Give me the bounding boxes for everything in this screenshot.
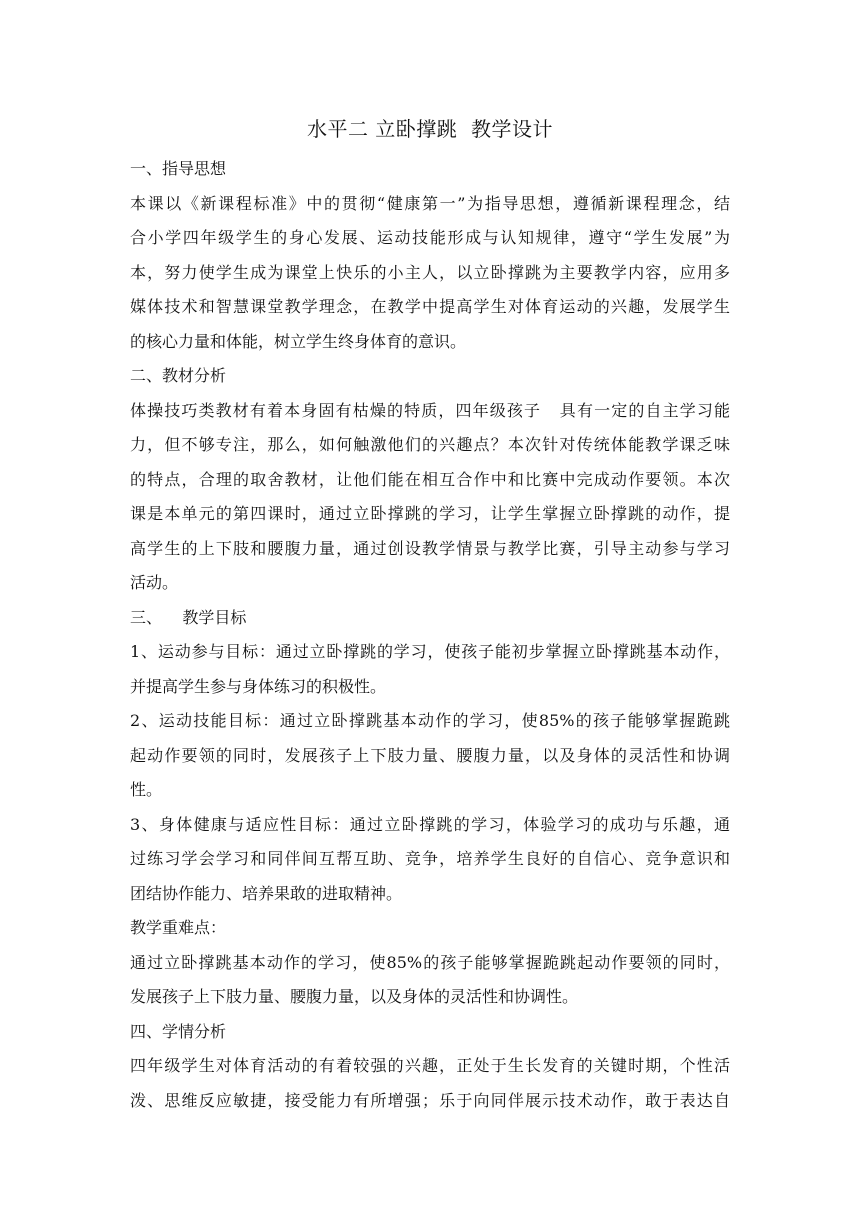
text-line: 本，努力使学生成为课堂上快乐的小主人，以立卧撑跳为主要教学内容，应用多 <box>130 262 730 282</box>
text-line: 并提高学生参与身体练习的积极性。 <box>130 676 387 696</box>
text-line: 2、运动技能目标：通过立卧撑跳基本动作的学习，使85%的孩子能够掌握跪跳 <box>130 711 730 730</box>
text-line: 四年级学生对体育活动的有着较强的兴趣，正处于生长发育的关键时期，个性活 <box>130 1056 730 1075</box>
text-line: 力，但不够专注，那么，如何触激他们的兴趣点？本次针对传统体能教学课乏味 <box>130 435 730 454</box>
document-title: 水平二 立卧撑跳 教学设计 <box>306 117 554 141</box>
text-line: 1、运动参与目标：通过立卧撑跳的学习，使孩子能初步掌握立卧撑跳基本动作， <box>130 642 730 661</box>
text-line: 课是本单元的第四课时，通过立卧撑跳的学习，让学生掌握立卧撑跳的动作，提 <box>130 504 730 523</box>
text-line: 性。 <box>130 780 163 799</box>
text-line: 教学重难点： <box>130 918 227 937</box>
text-line: 合小学四年级学生的身心发展、运动技能形成与认知规律，遵守“学生发展”为 <box>130 228 730 247</box>
text-line: 体操技巧类教材有着本身固有枯燥的特质，四年级孩子 具有一定的自主学习能 <box>130 400 730 420</box>
text-line: 三、 教学目标 <box>130 607 247 627</box>
text-line: 发展孩子上下肢力量、腰腹力量，以及身体的灵活性和协调性。 <box>130 987 579 1006</box>
text-line: 本课以《新课程标准》中的贯彻“健康第一”为指导思想，遵循新课程理念，结 <box>130 193 730 213</box>
text-line: 媒体技术和智慧课堂教学理念，在教学中提高学生对体育运动的兴趣，发展学生 <box>130 297 730 316</box>
text-line: 二、教材分析 <box>130 366 227 385</box>
text-line: 四、学情分析 <box>130 1021 227 1041</box>
text-line: 团结协作能力、培养果敢的进取精神。 <box>130 883 403 903</box>
text-line: 一、指导思想 <box>130 159 227 178</box>
text-line: 的核心力量和体能，树立学生终身体育的意识。 <box>130 331 467 351</box>
text-line: 高学生的上下肢和腰腹力量，通过创设教学情景与教学比赛，引导主动参与学习 <box>130 538 730 558</box>
text-line: 起动作要领的同时，发展孩子上下肢力量、腰腹力量，以及身体的灵活性和协调 <box>130 745 730 765</box>
document-body <box>130 152 730 1118</box>
text-line: 3、身体健康与适应性目标：通过立卧撑跳的学习，体验学习的成功与乐趣，通 <box>130 814 730 834</box>
text-line: 泼、思维反应敏捷，接受能力有所增强；乐于向同伴展示技术动作，敢于表达自 <box>130 1090 730 1110</box>
text-line: 过练习学会学习和同伴间互帮互助、竞争，培养学生良好的自信心、竞争意识和 <box>130 849 730 868</box>
text-line: 的特点，合理的取舍教材，让他们能在相互合作中和比赛中完成动作要领。本次 <box>130 469 730 489</box>
text-line: 活动。 <box>130 573 179 592</box>
text-line: 通过立卧撑跳基本动作的学习，使85%的孩子能够掌握跪跳起动作要领的同时， <box>130 952 730 972</box>
